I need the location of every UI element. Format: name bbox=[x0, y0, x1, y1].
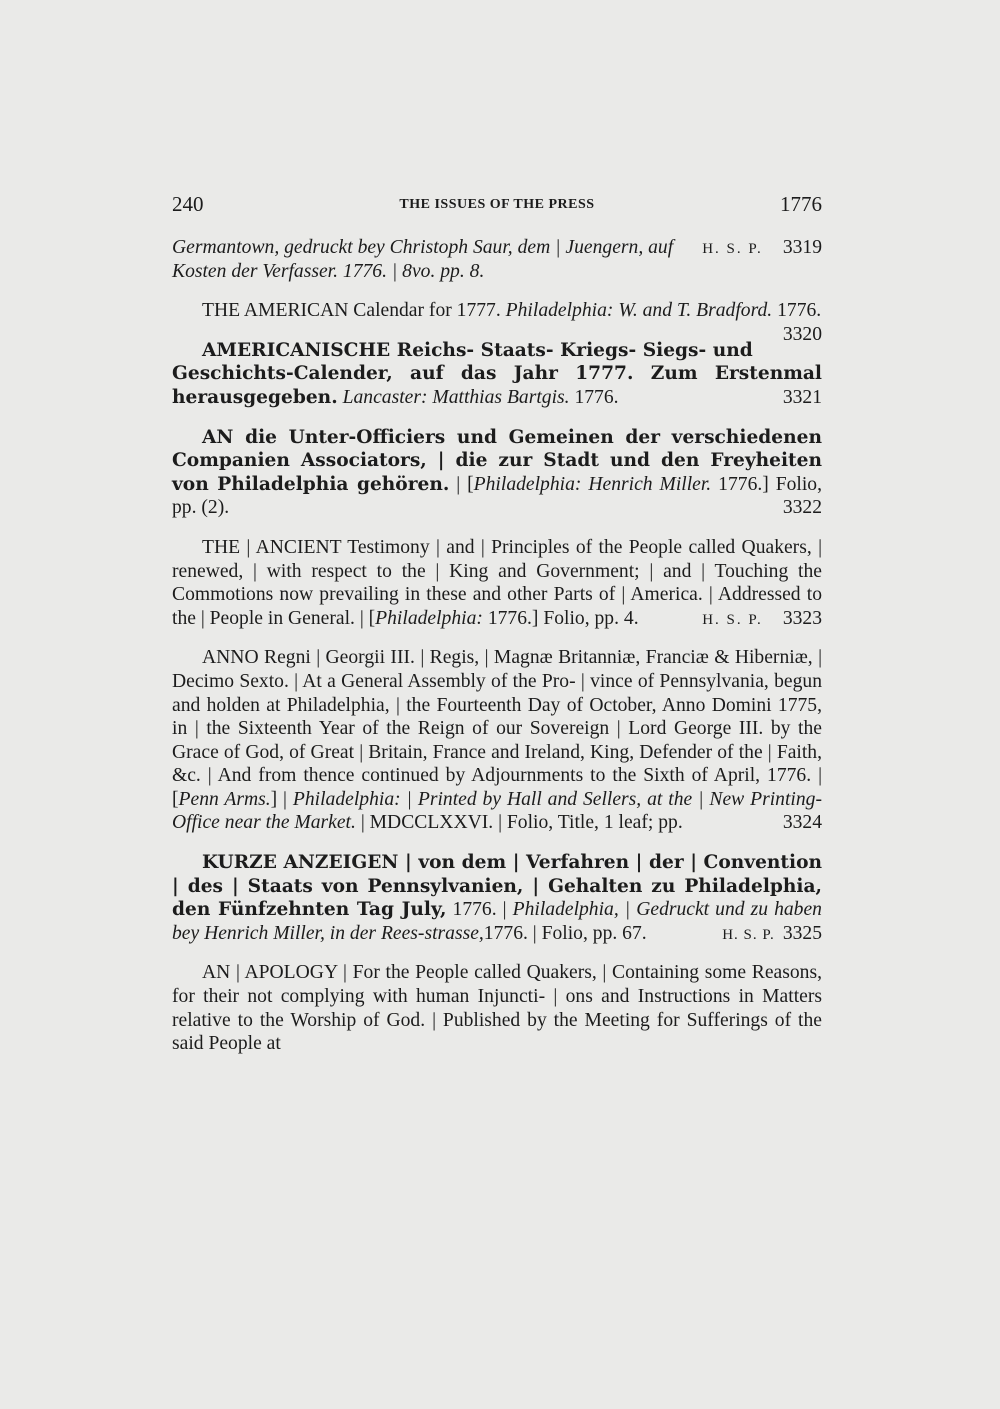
entry-3324-title: ANNO Regni | Georgii III. | Regis, | Magnæ Britanniæ, Franciæ & Hiberniæ, | Decimo Sexto. | At a General Assembly of the Pro- | vince of Pennsylvania, begun and holden at Philadelphia, | the Fourteenth Day of October, Anno Domini 1775, in | the Sixteenth Year of the Reign of our Sovereign | Lord George III. by the Grace of God, of Great | Britain, France and Ireland, King, Defender of the | Faith, &c. | And from thence continued by Adjournments to the Sixth of April, 1776. | [ bbox=[172, 647, 822, 810]
entry-3319-location: H. S. P. bbox=[702, 241, 763, 257]
entry-apology-text: AN | APOLOGY | For the People called Quakers, | Containing some Reasons, for their not complying with human Injuncti- | ons and Instructions in Matters relative to the Worship of God. | Published by the Meeting for Sufferings of the said People at bbox=[172, 962, 822, 1055]
entry-3319-row bbox=[172, 236, 822, 283]
running-head bbox=[172, 192, 822, 232]
entry-apology bbox=[172, 961, 822, 1055]
entry-3319-number: 3319 bbox=[782, 237, 822, 258]
header-year: 1776 bbox=[780, 192, 822, 216]
entry-3323-right bbox=[672, 607, 822, 633]
entry-3324-separator: ] | bbox=[270, 788, 287, 810]
entry-3323-number: 3323 bbox=[782, 607, 822, 629]
entry-3324 bbox=[172, 646, 822, 835]
entry-3321 bbox=[172, 339, 822, 410]
entry-3320 bbox=[172, 299, 822, 345]
entry-3325 bbox=[172, 851, 822, 945]
entry-3324-collation: | MDCCLXXVI. | Folio, Title, 1 leaf; pp. bbox=[360, 812, 683, 834]
entry-3321-number: 3321 bbox=[782, 386, 822, 408]
entry-3323-imprint: Philadelphia: bbox=[375, 607, 483, 629]
entry-3319 bbox=[172, 236, 822, 283]
running-title: THE ISSUES OF THE PRESS bbox=[399, 197, 595, 212]
entry-3319-text bbox=[172, 236, 702, 283]
entry-3320-number: 3320 bbox=[782, 323, 822, 345]
entry-3322-bracket: | [ bbox=[456, 473, 474, 495]
entry-3323 bbox=[172, 536, 822, 630]
entry-3325-date: 1776. | bbox=[452, 899, 507, 921]
entry-3323-title: THE | ANCIENT Testimony | and | Principles of the People called Quakers, | renewed, | with respect to the | King and Government; | and | Touching the Commotions now prevailing in these and other Parts of | America. | Addressed to the | People in General. | [ bbox=[172, 536, 822, 629]
entry-3322-collation: 1776.] Folio, pp. (2). bbox=[172, 473, 822, 519]
entry-3320-title: THE AMERICAN Calendar for 1777. bbox=[202, 300, 501, 322]
entry-3319-right bbox=[702, 236, 822, 262]
book-page bbox=[172, 192, 822, 1072]
entry-3320-imprint: Philadelphia: W. and T. Bradford. bbox=[505, 300, 773, 322]
entry-3324-arms: Penn Arms. bbox=[178, 788, 271, 810]
page-number: 240 bbox=[172, 192, 204, 216]
entry-3322-number: 3322 bbox=[782, 497, 822, 519]
entry-3325-title: KURZE ANZEIGEN | von dem | Verfahren | der | Convention | des | Staats von Pennsylvanien, | Gehalten zu Philadelphia, den Fünfzehnten Tag July, bbox=[172, 852, 822, 921]
entry-3322 bbox=[172, 426, 822, 520]
entry-3324-number: 3324 bbox=[782, 812, 822, 834]
entry-3322-imprint: Philadelphia: Henrich Miller. bbox=[473, 473, 712, 495]
entry-3323-collation: 1776.] Folio, pp. 4. bbox=[487, 607, 639, 629]
entry-3325-location: H. S. P. bbox=[722, 926, 775, 943]
entry-3323-location: H. S. P. bbox=[702, 611, 763, 628]
entry-3325-right bbox=[692, 922, 822, 948]
entry-3320-date: 1776. bbox=[777, 300, 822, 322]
entry-3325-number: 3325 bbox=[782, 922, 822, 944]
entry-3319-imprint: Germantown, gedruckt bey Christoph Saur, dem | Juengern, auf Kosten der Verfasser. 1776. | 8vo. pp. 8. bbox=[172, 237, 674, 282]
entry-3321-imprint: Lancaster: Matthias Bartgis. bbox=[342, 386, 570, 408]
entry-3321-title: AMERICANISCHE Reichs- Staats- Kriegs- Siegs- und Geschichts-Calender, auf das Jahr 1777. Zum Erstenmal herausgegeben. bbox=[172, 339, 822, 408]
entry-3325-collation: 1776. | Folio, pp. 67. bbox=[483, 922, 647, 944]
entry-3321-date: 1776. bbox=[574, 386, 619, 408]
entry-3324-imprint: Philadelphia: | Printed by Hall and Sellers, at the | New Printing-Office near the Market. bbox=[172, 788, 822, 834]
entry-3325-imprint: Philadelphia, | Gedruckt und zu haben bey Henrich Miller, in der Rees-strasse, bbox=[172, 899, 822, 944]
entry-3322-title: AN die Unter-Officiers und Gemeinen der verschiedenen Companien Associators, | die zur Stadt und den Freyheiten von Philadelphia gehören. bbox=[172, 426, 822, 495]
